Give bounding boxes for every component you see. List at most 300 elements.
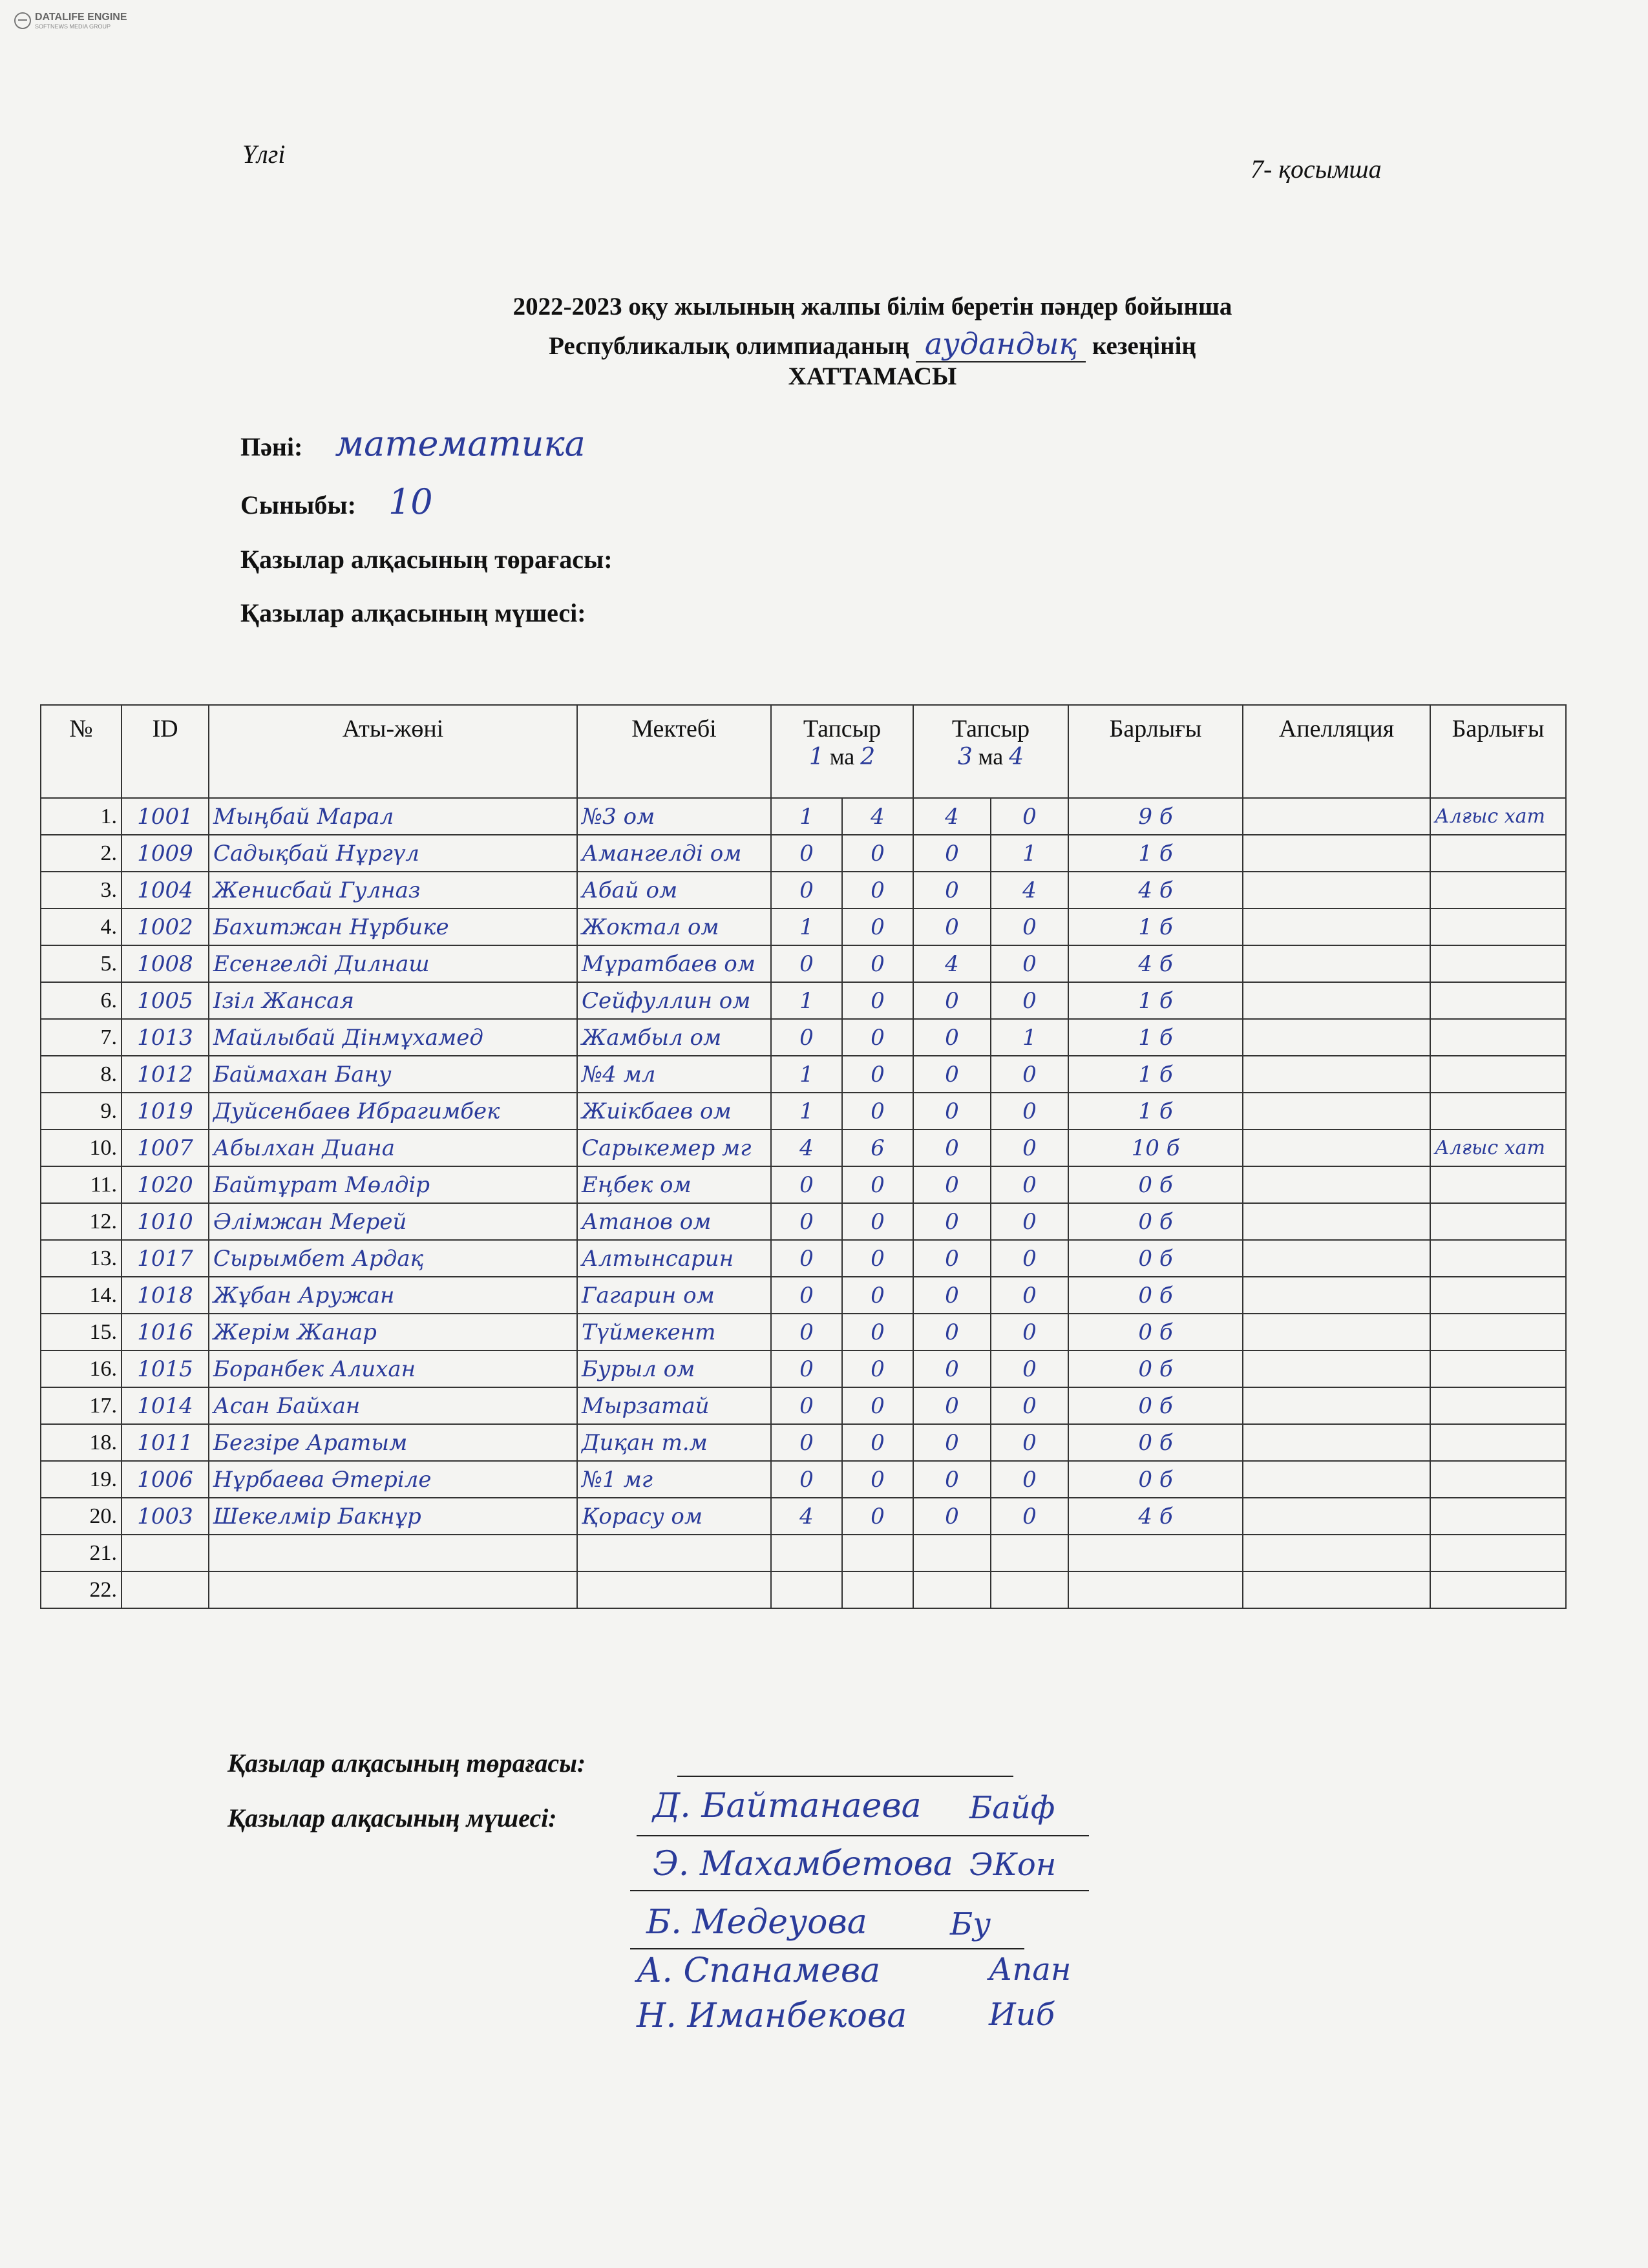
row-number: 20. — [41, 1498, 121, 1535]
appeal-cell — [1243, 908, 1430, 945]
col-header-school: Мектебі — [577, 705, 771, 798]
member-signature-2: ЭКон — [969, 1847, 1057, 1883]
participant-id: 1020 — [121, 1166, 209, 1203]
row-number: 17. — [41, 1387, 121, 1424]
total-score: 4 б — [1068, 945, 1243, 982]
task-4-score: 0 — [991, 1350, 1068, 1387]
task-3-score: 0 — [913, 1461, 991, 1498]
total-score: 1 б — [1068, 908, 1243, 945]
document-title: ХАТТАМАСЫ — [788, 362, 957, 390]
participant-id — [121, 1571, 209, 1608]
final-total-cell: Алғыс хат — [1430, 1129, 1566, 1166]
task-2-score: 0 — [842, 1424, 913, 1461]
row-number: 3. — [41, 872, 121, 908]
task-3-score: 0 — [913, 1424, 991, 1461]
member-name-3: Б. Медеуова — [646, 1903, 867, 1942]
task-1-score: 1 — [771, 982, 842, 1019]
task-2-score: 6 — [842, 1129, 913, 1166]
participant-school: Сарыкемер мг — [577, 1129, 771, 1166]
stage-handwritten: аудандық — [924, 326, 1077, 361]
task-3-score: 0 — [913, 908, 991, 945]
task-2-score: 0 — [842, 1350, 913, 1387]
table-row — [41, 1056, 1566, 1093]
task-1-score: 0 — [771, 1314, 842, 1350]
member-signature-5: Ииб — [989, 1997, 1055, 2033]
col-header-task-b: Тапсыр 3 ма 4 — [913, 705, 1068, 798]
task-3-score: 0 — [913, 872, 991, 908]
row-number: 1. — [41, 798, 121, 835]
appeal-cell — [1243, 1129, 1430, 1166]
final-total-cell — [1430, 872, 1566, 908]
participant-name: Бегзіре Аратым — [209, 1424, 577, 1461]
task-3-score — [913, 1571, 991, 1608]
participant-school: Амангелді ом — [577, 835, 771, 872]
row-number: 15. — [41, 1314, 121, 1350]
row-number: 13. — [41, 1240, 121, 1277]
appeal-cell — [1243, 1498, 1430, 1535]
task-1-score — [771, 1535, 842, 1571]
logo-tagline: SOFTNEWS MEDIA GROUP — [35, 23, 111, 30]
table-row — [41, 1129, 1566, 1166]
total-score: 0 б — [1068, 1424, 1243, 1461]
participant-id: 1010 — [121, 1203, 209, 1240]
task-2-score: 0 — [842, 835, 913, 872]
member-name-4: А. Спанамева — [637, 1951, 881, 1990]
task-3-score: 0 — [913, 982, 991, 1019]
participant-id: 1019 — [121, 1093, 209, 1129]
appeal-cell — [1243, 1350, 1430, 1387]
task-1-score — [771, 1571, 842, 1608]
task-1-score: 0 — [771, 1350, 842, 1387]
participant-school: Мырзатай — [577, 1387, 771, 1424]
grade-field — [240, 481, 433, 522]
task-3-score — [913, 1535, 991, 1571]
participant-school: Жоктал ом — [577, 908, 771, 945]
task-1-score: 0 — [771, 1277, 842, 1314]
participant-id — [121, 1535, 209, 1571]
participant-school: Еңбек ом — [577, 1166, 771, 1203]
table-row — [41, 835, 1566, 872]
task-3-score: 0 — [913, 1166, 991, 1203]
table-row — [41, 798, 1566, 835]
total-score: 1 б — [1068, 1019, 1243, 1056]
task-1-score: 4 — [771, 1498, 842, 1535]
task-4-score: 0 — [991, 1240, 1068, 1277]
participant-name: Женисбай Гулназ — [209, 872, 577, 908]
task-1-score: 0 — [771, 1166, 842, 1203]
task-1-score: 1 — [771, 798, 842, 835]
participant-school: Алтынсарин — [577, 1240, 771, 1277]
total-score — [1068, 1571, 1243, 1608]
task-1-score: 0 — [771, 835, 842, 872]
appeal-cell — [1243, 1093, 1430, 1129]
participant-name: Есенгелді Дилнаш — [209, 945, 577, 982]
table-row — [41, 1277, 1566, 1314]
table-row — [41, 872, 1566, 908]
row-number: 14. — [41, 1277, 121, 1314]
task-4-score: 0 — [991, 908, 1068, 945]
total-score: 0 б — [1068, 1461, 1243, 1498]
appeal-cell — [1243, 1240, 1430, 1277]
participant-id: 1014 — [121, 1387, 209, 1424]
task-1-score: 0 — [771, 1387, 842, 1424]
participant-id: 1009 — [121, 835, 209, 872]
participant-school: Атанов ом — [577, 1203, 771, 1240]
total-score: 4 б — [1068, 1498, 1243, 1535]
row-number: 21. — [41, 1535, 121, 1571]
task-4-score: 0 — [991, 1093, 1068, 1129]
participant-name — [209, 1571, 577, 1608]
participant-id: 1002 — [121, 908, 209, 945]
final-total-cell — [1430, 1498, 1566, 1535]
member-signature-3: Бу — [950, 1906, 991, 1942]
row-number: 5. — [41, 945, 121, 982]
task-3-score: 0 — [913, 1056, 991, 1093]
row-number: 11. — [41, 1166, 121, 1203]
final-total-cell — [1430, 908, 1566, 945]
appeal-cell — [1243, 1424, 1430, 1461]
table-row — [41, 982, 1566, 1019]
participant-name: Дуйсенбаев Ибрагимбек — [209, 1093, 577, 1129]
participant-school — [577, 1535, 771, 1571]
col-header-task-a: Тапсыр 1 ма 2 — [771, 705, 913, 798]
task-2-score: 0 — [842, 1461, 913, 1498]
participant-id: 1004 — [121, 872, 209, 908]
task-4-score — [991, 1571, 1068, 1608]
participant-name: Ізіл Жансая — [209, 982, 577, 1019]
participant-id: 1015 — [121, 1350, 209, 1387]
appeal-cell — [1243, 798, 1430, 835]
chair-field-label: Қазылар алқасының төрағасы: — [240, 545, 613, 574]
final-total-cell — [1430, 1387, 1566, 1424]
final-total-cell — [1430, 1203, 1566, 1240]
total-score: 1 б — [1068, 1093, 1243, 1129]
final-total-cell — [1430, 1056, 1566, 1093]
total-score: 9 б — [1068, 798, 1243, 835]
participant-id: 1016 — [121, 1314, 209, 1350]
task-4-score: 1 — [991, 1019, 1068, 1056]
appeal-cell — [1243, 1277, 1430, 1314]
participant-id: 1008 — [121, 945, 209, 982]
participant-id: 1006 — [121, 1461, 209, 1498]
task-2-score: 0 — [842, 1019, 913, 1056]
row-number: 2. — [41, 835, 121, 872]
col-header-id: ID — [121, 705, 209, 798]
task-3-score: 0 — [913, 1350, 991, 1387]
grade-label: Сыныбы: — [240, 490, 356, 520]
table-row — [41, 1093, 1566, 1129]
table-row — [41, 1535, 1566, 1571]
task-1-score: 0 — [771, 945, 842, 982]
task-1-score: 1 — [771, 908, 842, 945]
total-score: 1 б — [1068, 835, 1243, 872]
final-total-cell — [1430, 1571, 1566, 1608]
member-signature-line-1 — [637, 1835, 1089, 1836]
participant-name: Асан Байхан — [209, 1387, 577, 1424]
task-4-score: 0 — [991, 1203, 1068, 1240]
final-total-cell — [1430, 1019, 1566, 1056]
table-row — [41, 1387, 1566, 1424]
task-2-score: 0 — [842, 1166, 913, 1203]
participant-school: Диқан т.м — [577, 1424, 771, 1461]
total-score: 0 б — [1068, 1166, 1243, 1203]
participant-school — [577, 1571, 771, 1608]
participant-school: Абай ом — [577, 872, 771, 908]
appeal-cell — [1243, 1314, 1430, 1350]
final-total-cell — [1430, 1240, 1566, 1277]
final-total-cell — [1430, 1535, 1566, 1571]
row-number: 8. — [41, 1056, 121, 1093]
task-4-score: 0 — [991, 1461, 1068, 1498]
member-name-2: Э. Махамбетова — [653, 1845, 953, 1884]
participant-id: 1012 — [121, 1056, 209, 1093]
appeal-cell — [1243, 872, 1430, 908]
appeal-cell — [1243, 1019, 1430, 1056]
task-1-score: 4 — [771, 1129, 842, 1166]
participant-name: Байтұрат Мөлдір — [209, 1166, 577, 1203]
task-4-score: 1 — [991, 835, 1068, 872]
total-score — [1068, 1535, 1243, 1571]
final-total-cell — [1430, 1350, 1566, 1387]
task-3-score: 0 — [913, 1277, 991, 1314]
task-3-score: 0 — [913, 1387, 991, 1424]
appeal-cell — [1243, 1056, 1430, 1093]
final-total-cell — [1430, 1424, 1566, 1461]
task-2-score: 0 — [842, 1277, 913, 1314]
participant-name: Мыңбай Марал — [209, 798, 577, 835]
participant-school: №4 мл — [577, 1056, 771, 1093]
participant-id: 1013 — [121, 1019, 209, 1056]
participant-name: Шекелмір Бакнұр — [209, 1498, 577, 1535]
participant-school: Гагарин ом — [577, 1277, 771, 1314]
final-total-cell — [1430, 1277, 1566, 1314]
title-line-2-suffix: кезеңінің — [1092, 332, 1196, 360]
table-row — [41, 1461, 1566, 1498]
participant-id: 1017 — [121, 1240, 209, 1277]
total-score: 0 б — [1068, 1240, 1243, 1277]
title-line-2-prefix: Республикалық олимпиаданың — [549, 332, 910, 360]
total-score: 0 б — [1068, 1350, 1243, 1387]
member-signature-1: Байф — [969, 1790, 1055, 1826]
participant-id: 1011 — [121, 1424, 209, 1461]
task-4-score: 0 — [991, 1387, 1068, 1424]
table-row — [41, 1350, 1566, 1387]
row-number: 6. — [41, 982, 121, 1019]
table-row — [41, 1240, 1566, 1277]
final-total-cell: Алғыс хат — [1430, 798, 1566, 835]
task-2-score: 0 — [842, 1240, 913, 1277]
task-2-score — [842, 1535, 913, 1571]
task-2-score: 0 — [842, 1093, 913, 1129]
row-number: 4. — [41, 908, 121, 945]
participant-name — [209, 1535, 577, 1571]
task-1-score: 0 — [771, 1461, 842, 1498]
final-total-cell — [1430, 1314, 1566, 1350]
task-2-score: 0 — [842, 982, 913, 1019]
row-number: 7. — [41, 1019, 121, 1056]
final-total-cell — [1430, 982, 1566, 1019]
participant-name: Жұбан Аружан — [209, 1277, 577, 1314]
total-score: 4 б — [1068, 872, 1243, 908]
appeal-cell — [1243, 1571, 1430, 1608]
appeal-cell — [1243, 945, 1430, 982]
member-name-1: Д. Байтанаева — [653, 1787, 922, 1825]
participant-school: Қорасу ом — [577, 1498, 771, 1535]
task-4-score: 0 — [991, 1277, 1068, 1314]
task-2-score: 0 — [842, 1203, 913, 1240]
task-3-score: 4 — [913, 798, 991, 835]
participant-name: Садықбай Нұргүл — [209, 835, 577, 872]
participant-name: Бахитжан Нұрбике — [209, 908, 577, 945]
results-table — [40, 704, 1567, 1609]
table-row — [41, 945, 1566, 982]
col-header-total: Барлығы — [1068, 705, 1243, 798]
appeal-cell — [1243, 1535, 1430, 1571]
task-4-score: 0 — [991, 982, 1068, 1019]
total-score: 1 б — [1068, 1056, 1243, 1093]
task-1-score: 0 — [771, 1019, 842, 1056]
participant-school: Мұратбаев ом — [577, 945, 771, 982]
appeal-cell — [1243, 982, 1430, 1019]
total-score: 0 б — [1068, 1314, 1243, 1350]
table-row — [41, 1019, 1566, 1056]
task-2-score: 0 — [842, 872, 913, 908]
col-header-appeal: Апелляция — [1243, 705, 1430, 798]
task-2-score: 0 — [842, 1387, 913, 1424]
participant-id: 1007 — [121, 1129, 209, 1166]
final-total-cell — [1430, 1166, 1566, 1203]
task-3-score: 0 — [913, 1019, 991, 1056]
table-row — [41, 1571, 1566, 1608]
member-signature-line-2 — [630, 1890, 1089, 1891]
appeal-cell — [1243, 835, 1430, 872]
task-1-score: 1 — [771, 1056, 842, 1093]
task-2-score: 0 — [842, 908, 913, 945]
task-1-score: 0 — [771, 1203, 842, 1240]
table-row — [41, 1166, 1566, 1203]
sample-label: Үлгі — [242, 140, 286, 169]
participant-name: Әлімжан Мерей — [209, 1203, 577, 1240]
table-header-row — [41, 705, 1566, 798]
title-line-2 — [0, 326, 1648, 362]
row-number: 18. — [41, 1424, 121, 1461]
col-header-total-2: Барлығы — [1430, 705, 1566, 798]
task-2-score: 0 — [842, 1314, 913, 1350]
participant-id: 1005 — [121, 982, 209, 1019]
task-1-score: 1 — [771, 1093, 842, 1129]
subject-value: математика — [335, 423, 586, 464]
participant-name: Боранбек Алихан — [209, 1350, 577, 1387]
row-number: 16. — [41, 1350, 121, 1387]
title-line-1: 2022-2023 оқу жылының жалпы білім беретін пәндер бойынша — [512, 293, 1232, 320]
participant-school: Сейфуллин ом — [577, 982, 771, 1019]
final-total-cell — [1430, 1093, 1566, 1129]
task-4-score: 0 — [991, 1498, 1068, 1535]
logo-icon — [14, 12, 31, 29]
member-name-5: Н. Иманбекова — [637, 1997, 907, 2035]
row-number: 12. — [41, 1203, 121, 1240]
final-total-cell — [1430, 945, 1566, 982]
footer-member-label: Қазылар алқасының мүшесі: — [227, 1803, 557, 1832]
row-number: 9. — [41, 1093, 121, 1129]
participant-school: Жиікбаев ом — [577, 1093, 771, 1129]
participant-name: Баймахан Бану — [209, 1056, 577, 1093]
task-2-score: 0 — [842, 1498, 913, 1535]
task-2-score: 4 — [842, 798, 913, 835]
appeal-cell — [1243, 1203, 1430, 1240]
participant-id: 1001 — [121, 798, 209, 835]
site-logo — [14, 12, 127, 30]
participant-id: 1003 — [121, 1498, 209, 1535]
task-3-score: 0 — [913, 1129, 991, 1166]
participant-school: Жамбыл ом — [577, 1019, 771, 1056]
task-4-score: 0 — [991, 1314, 1068, 1350]
subject-label: Пәні: — [240, 432, 303, 461]
task-4-score: 0 — [991, 1129, 1068, 1166]
total-score: 0 б — [1068, 1203, 1243, 1240]
grade-value: 10 — [388, 481, 433, 522]
footer-chair-label: Қазылар алқасының төрағасы: — [227, 1748, 586, 1778]
member-signature-4: Апан — [989, 1951, 1072, 1988]
participant-name: Жерім Жанар — [209, 1314, 577, 1350]
col-header-name: Аты-жөні — [209, 705, 577, 798]
task-1-score: 0 — [771, 1240, 842, 1277]
appendix-label: 7- қосымша — [1251, 154, 1382, 184]
task-4-score: 0 — [991, 1056, 1068, 1093]
appeal-cell — [1243, 1461, 1430, 1498]
task-1-score: 0 — [771, 1424, 842, 1461]
task-2-score: 0 — [842, 1056, 913, 1093]
task-3-score: 4 — [913, 945, 991, 982]
appeal-cell — [1243, 1387, 1430, 1424]
participant-school: №1 мг — [577, 1461, 771, 1498]
final-total-cell — [1430, 835, 1566, 872]
task-3-score: 0 — [913, 835, 991, 872]
task-4-score: 0 — [991, 1424, 1068, 1461]
participant-name: Абылхан Диана — [209, 1129, 577, 1166]
row-number: 22. — [41, 1571, 121, 1608]
member-field-label: Қазылар алқасының мүшесі: — [240, 598, 586, 627]
subject-field — [240, 423, 586, 464]
table-row — [41, 908, 1566, 945]
total-score: 10 б — [1068, 1129, 1243, 1166]
final-total-cell — [1430, 1461, 1566, 1498]
appeal-cell — [1243, 1166, 1430, 1203]
chair-signature-line — [677, 1776, 1013, 1777]
table-row — [41, 1424, 1566, 1461]
task-3-score: 0 — [913, 1093, 991, 1129]
task-3-score: 0 — [913, 1498, 991, 1535]
total-score: 0 б — [1068, 1277, 1243, 1314]
task-3-score: 0 — [913, 1314, 991, 1350]
task-1-score: 0 — [771, 872, 842, 908]
task-4-score: 0 — [991, 798, 1068, 835]
task-2-score — [842, 1571, 913, 1608]
table-row — [41, 1498, 1566, 1535]
row-number: 19. — [41, 1461, 121, 1498]
participant-school: №3 ом — [577, 798, 771, 835]
participant-school: Бурыл ом — [577, 1350, 771, 1387]
member-signature-line-3 — [630, 1948, 1024, 1949]
participant-school: Түймекент — [577, 1314, 771, 1350]
task-4-score: 0 — [991, 1166, 1068, 1203]
table-row — [41, 1314, 1566, 1350]
task-4-score — [991, 1535, 1068, 1571]
participant-name: Сырымбет Ардақ — [209, 1240, 577, 1277]
task-3-score: 0 — [913, 1240, 991, 1277]
participant-name: Майлыбай Дінмұхамед — [209, 1019, 577, 1056]
task-4-score: 0 — [991, 945, 1068, 982]
